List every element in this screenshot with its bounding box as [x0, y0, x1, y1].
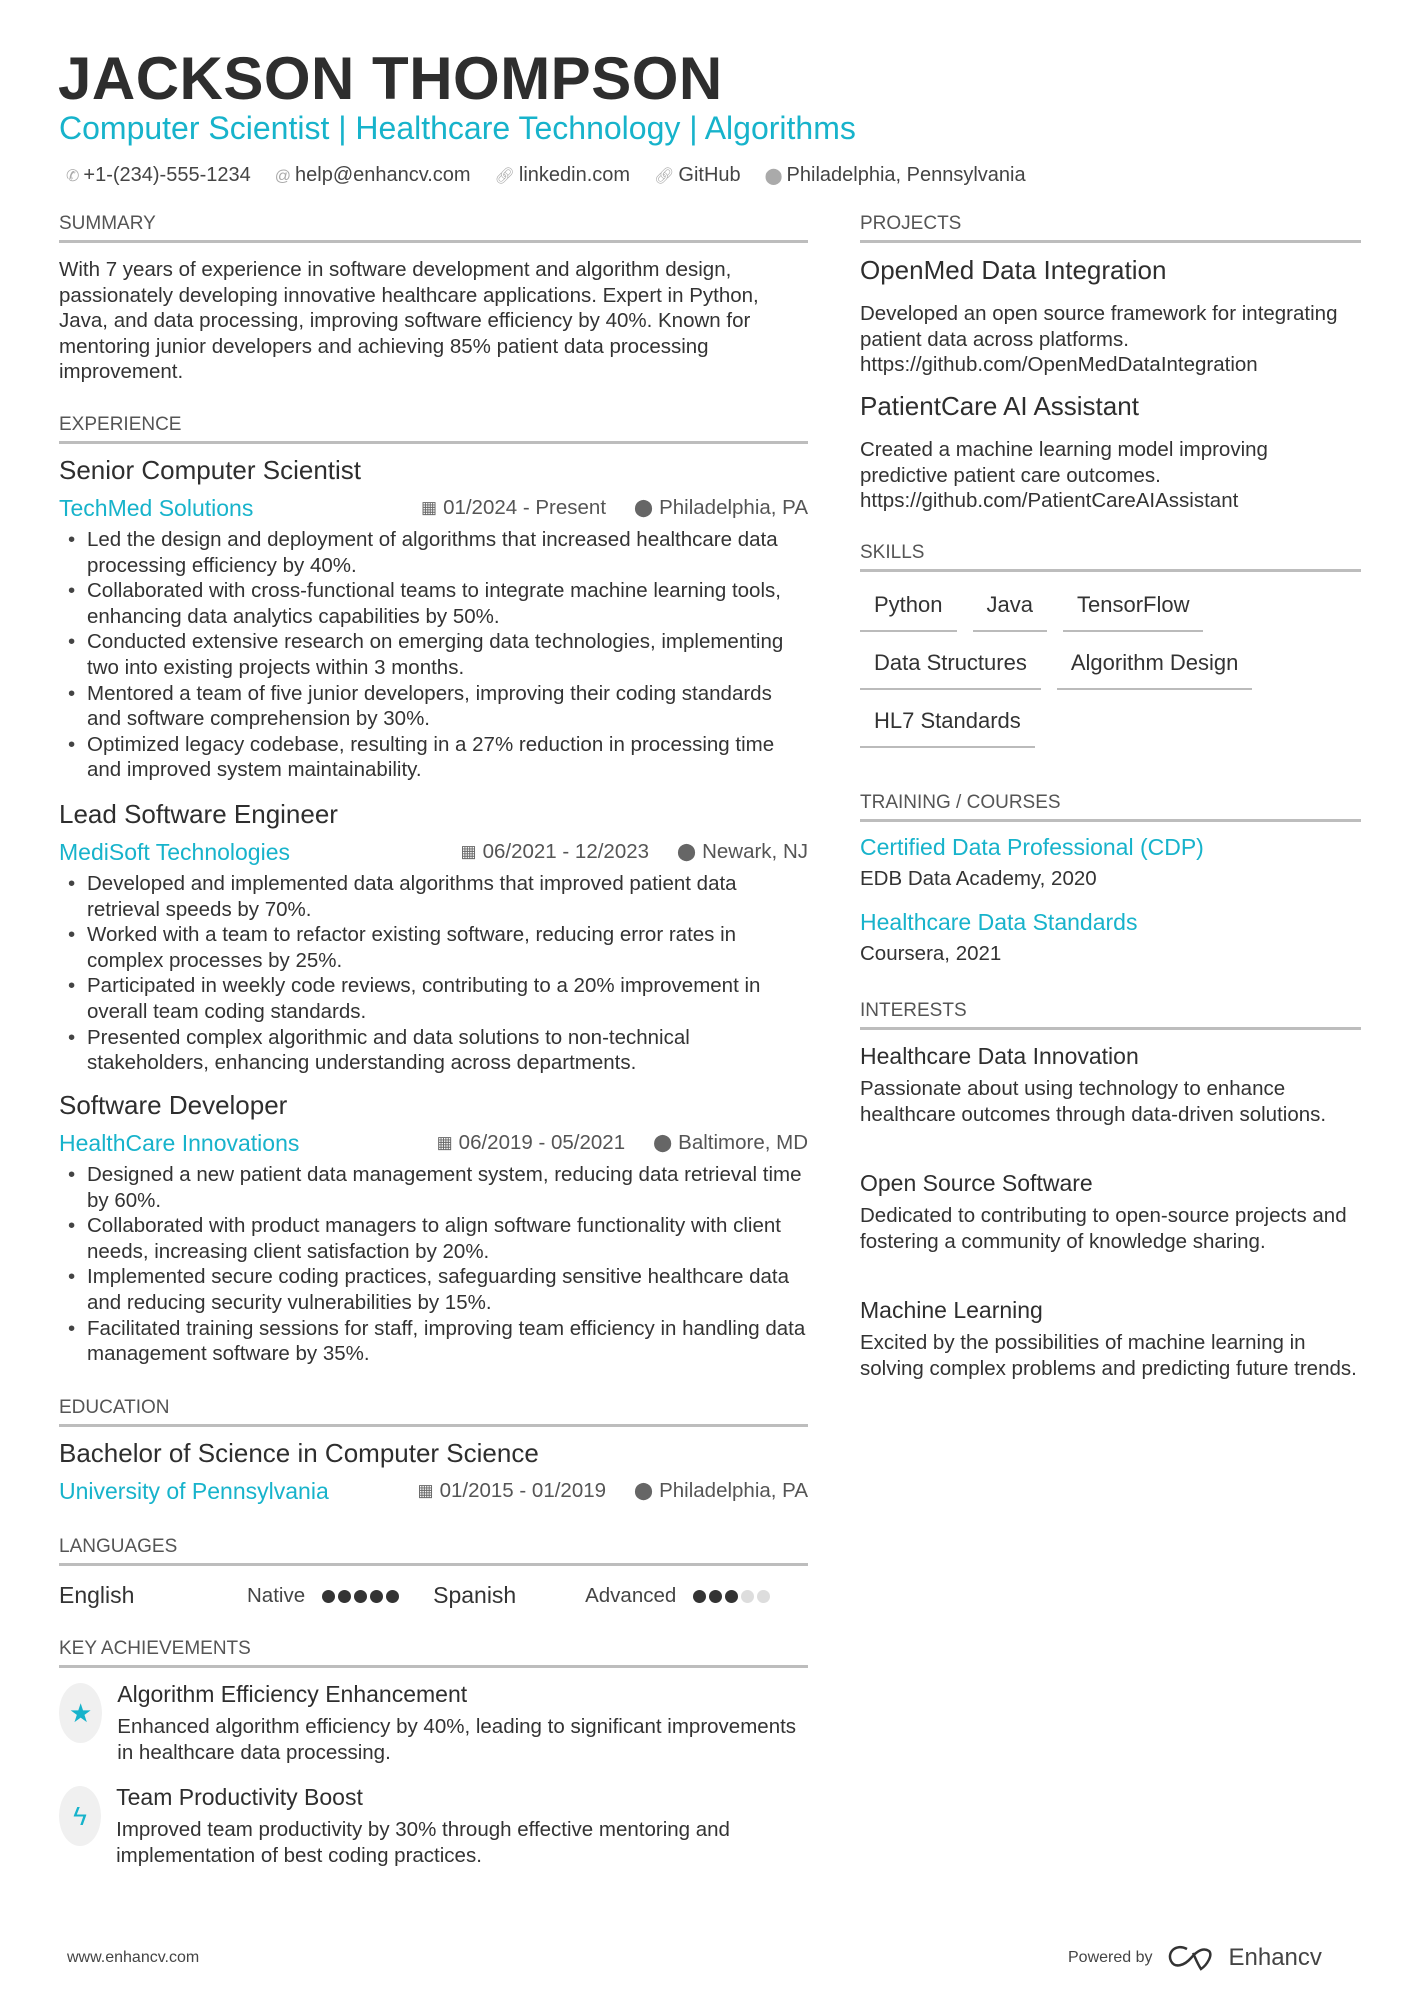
contact-bar [66, 164, 1026, 187]
filled-dot [370, 1590, 383, 1603]
interest-title: Open Source Software [860, 1170, 1093, 1196]
contact-linkedin[interactable] [495, 164, 630, 187]
location-pin-icon: ⬤ [634, 1481, 654, 1500]
job-bullet: • Designed a new patient data management system, reducing data retrieval time by 60%. [59, 1162, 808, 1213]
filled-dot [725, 1590, 738, 1603]
course-provider: Coursera, 2021 [860, 942, 1002, 965]
section-header-interests: INTERESTS [860, 1000, 1361, 1030]
job-bullet: • Collaborated with product managers to align software functionality with client needs, increasing client satisfaction by 20%. [59, 1213, 808, 1264]
contact-phone [66, 164, 251, 187]
education-entry [59, 1438, 808, 1508]
achievement-title: Algorithm Efficiency Enhancement [117, 1681, 468, 1707]
link-icon: 🔗︎ [654, 168, 675, 185]
achievement-title: Team Productivity Boost [116, 1784, 363, 1810]
language-level: Native [247, 1583, 306, 1607]
star-icon: ★ [59, 1683, 102, 1743]
candidate-name: JACKSON THOMPSON [58, 45, 723, 112]
section-header-skills: SKILLS [860, 542, 1361, 572]
email-text[interactable]: help@enhancv.com [295, 164, 471, 186]
section-header-education: EDUCATION [59, 1397, 808, 1427]
location-pin-icon: ⬤ [634, 498, 654, 517]
linkedin-text[interactable]: linkedin.com [518, 164, 631, 186]
achievement-item [59, 1681, 808, 1765]
job [59, 455, 808, 783]
section-header-projects: PROJECTS [860, 213, 1361, 243]
project-title: OpenMed Data Integration [860, 255, 1167, 285]
contact-github[interactable] [654, 164, 741, 187]
job-bullet: • Worked with a team to refactor existing software, reducing error rates in complex processes by 25%. [59, 922, 808, 973]
job [59, 799, 808, 1076]
section-header-languages: LANGUAGES [59, 1536, 808, 1566]
footer-website[interactable]: www.enhancv.com [67, 1949, 200, 1966]
job-location: Newark, NJ [702, 840, 808, 863]
section-header-summary: SUMMARY [59, 213, 808, 243]
filled-dot [338, 1590, 351, 1603]
job-bullets [59, 527, 808, 783]
skill-tag: Python [860, 588, 957, 632]
job-bullet: • Participated in weekly code reviews, contributing to a 20% improvement in overall team coding standards. [59, 973, 808, 1024]
job-dates: 01/2024 - Present [443, 496, 607, 519]
achievement-desc: Enhanced algorithm efficiency by 40%, leading to significant improvements in healthcare data processing. [117, 1715, 797, 1764]
enhancv-logo-icon [1167, 1945, 1215, 1971]
interest-item [860, 1297, 1361, 1381]
job-bullet: • Mentored a team of five junior developers, improving their coding standards and software comprehension by 30%. [59, 681, 808, 732]
skills-list [860, 588, 1280, 748]
footer-branding [1068, 1944, 1322, 1972]
github-text[interactable]: GitHub [678, 164, 741, 186]
calendar-icon: ▦ [417, 1481, 434, 1500]
phone-icon: ✆ [66, 168, 80, 185]
section-header-training: TRAINING / COURSES [860, 792, 1361, 822]
achievement-item [59, 1784, 808, 1868]
course-name: Certified Data Professional (CDP) [860, 834, 1204, 860]
company-name: TechMed Solutions [59, 494, 254, 521]
enhancv-brand: Enhancv [1228, 1944, 1322, 1971]
project-item [860, 391, 1361, 514]
interest-desc: Passionate about using technology to enhance healthcare outcomes through data-driven solutions. [860, 1077, 1327, 1126]
achievement-desc: Improved team productivity by 30% through effective mentoring and implementation of best coding practices. [116, 1818, 730, 1867]
contact-email[interactable] [275, 164, 471, 187]
at-icon: @ [274, 168, 291, 185]
education-dates: 01/2015 - 01/2019 [439, 1479, 607, 1502]
section-header-key-achievements: KEY ACHIEVEMENTS [59, 1638, 808, 1668]
job-bullet: • Led the design and deployment of algorithms that increased healthcare data processing efficiency by 40%. [59, 527, 808, 578]
job-bullets [59, 1162, 808, 1367]
job-location: Philadelphia, PA [659, 496, 808, 519]
project-desc: Created a machine learning model improving predictive patient care outcomes. https://github.com/PatientCareAIAssistant [860, 438, 1268, 513]
company-name: MediSoft Technologies [59, 838, 290, 865]
job-bullet: • Collaborated with cross-functional teams to integrate machine learning tools, enhancing data analytics capabilities by 50%. [59, 578, 808, 629]
course-provider: EDB Data Academy, 2020 [860, 867, 1097, 890]
job-bullet: • Developed and implemented data algorithms that improved patient data retrieval speeds by 70%. [59, 871, 808, 922]
calendar-icon: ▦ [421, 498, 438, 517]
job-bullet: • Presented complex algorithmic and data solutions to non-technical stakeholders, enhancing understanding across departments. [59, 1025, 808, 1076]
job-dates: 06/2021 - 12/2023 [482, 840, 650, 863]
contact-location [765, 164, 1026, 187]
candidate-subtitle: Computer Scientist | Healthcare Technology | Algorithms [59, 110, 856, 146]
job-dates: 06/2019 - 05/2021 [458, 1131, 626, 1154]
language-dots [690, 1582, 770, 1609]
job-bullet: • Implemented secure coding practices, safeguarding sensitive healthcare data and reducing security vulnerabilities by 15%. [59, 1264, 808, 1315]
job-bullet: • Conducted extensive research on emerging data technologies, implementing two into existing projects within 3 months. [59, 629, 808, 680]
degree: Bachelor of Science in Computer Science [59, 1438, 539, 1468]
skill-tag: Algorithm Design [1057, 646, 1253, 690]
project-desc: Developed an open source framework for integrating patient data across platforms. https://github.com/OpenMedDataIntegration [860, 302, 1338, 377]
powered-by-label: Powered by [1068, 1949, 1153, 1966]
link-icon: 🔗︎ [494, 168, 515, 185]
project-item [860, 255, 1361, 378]
languages-row [59, 1582, 808, 1609]
skill-tag: TensorFlow [1063, 588, 1203, 632]
school: University of Pennsylvania [59, 1477, 329, 1504]
interest-item [860, 1043, 1361, 1127]
calendar-icon: ▦ [436, 1133, 453, 1152]
filled-dot [709, 1590, 722, 1603]
job-bullets [59, 871, 808, 1076]
interest-title: Healthcare Data Innovation [860, 1043, 1139, 1069]
job-bullet: • Optimized legacy codebase, resulting in a 27% reduction in processing time and improved system maintainability. [59, 732, 808, 783]
interest-item [860, 1170, 1361, 1254]
job-title: Senior Computer Scientist [59, 455, 362, 485]
job [59, 1090, 808, 1367]
education-location: Philadelphia, PA [659, 1479, 808, 1502]
language-name: Spanish [433, 1582, 517, 1608]
empty-dot [741, 1590, 754, 1603]
section-header-experience: EXPERIENCE [59, 414, 808, 444]
filled-dot [354, 1590, 367, 1603]
location-pin-icon: ⬤ [677, 842, 697, 861]
interest-desc: Dedicated to contributing to open-source projects and fostering a community of knowledge sharing. [860, 1204, 1347, 1253]
filled-dot [693, 1590, 706, 1603]
job-title: Lead Software Engineer [59, 799, 338, 829]
job-bullet: • Facilitated training sessions for staff, improving team efficiency in handling data management software by 35%. [59, 1316, 808, 1367]
language-name: English [59, 1582, 135, 1608]
skill-tag: Data Structures [860, 646, 1041, 690]
training-list [860, 834, 1361, 984]
course-name: Healthcare Data Standards [860, 909, 1138, 935]
interest-desc: Excited by the possibilities of machine learning in solving complex problems and predicting future trends. [860, 1331, 1357, 1380]
language-dots [319, 1582, 399, 1609]
calendar-icon: ▦ [460, 842, 477, 861]
phone-text: +1-(234)-555-1234 [83, 164, 251, 186]
location-text: Philadelphia, Pennsylvania [786, 164, 1026, 186]
interest-title: Machine Learning [860, 1297, 1043, 1323]
skill-tag: Java [973, 588, 1047, 632]
bolt-icon: ϟ [59, 1786, 101, 1846]
location-pin-icon: ⬤ [653, 1133, 673, 1152]
company-name: HealthCare Innovations [59, 1129, 300, 1156]
project-title: PatientCare AI Assistant [860, 391, 1139, 421]
filled-dot [386, 1590, 399, 1603]
summary-text: With 7 years of experience in software development and algorithm design, passionately developing innovative healthcare applications. Expert in Python, Java, and data processing, improving software efficiency by 40%. Known for mentoring junior developers and achieving 85% patient data processing improvement. [59, 258, 759, 384]
empty-dot [757, 1590, 770, 1603]
location-pin-icon: ⬤ [764, 168, 783, 185]
job-title: Software Developer [59, 1090, 288, 1120]
job-location: Baltimore, MD [678, 1131, 808, 1154]
filled-dot [322, 1590, 335, 1603]
language-level: Advanced [585, 1583, 677, 1607]
skill-tag: HL7 Standards [860, 704, 1035, 748]
